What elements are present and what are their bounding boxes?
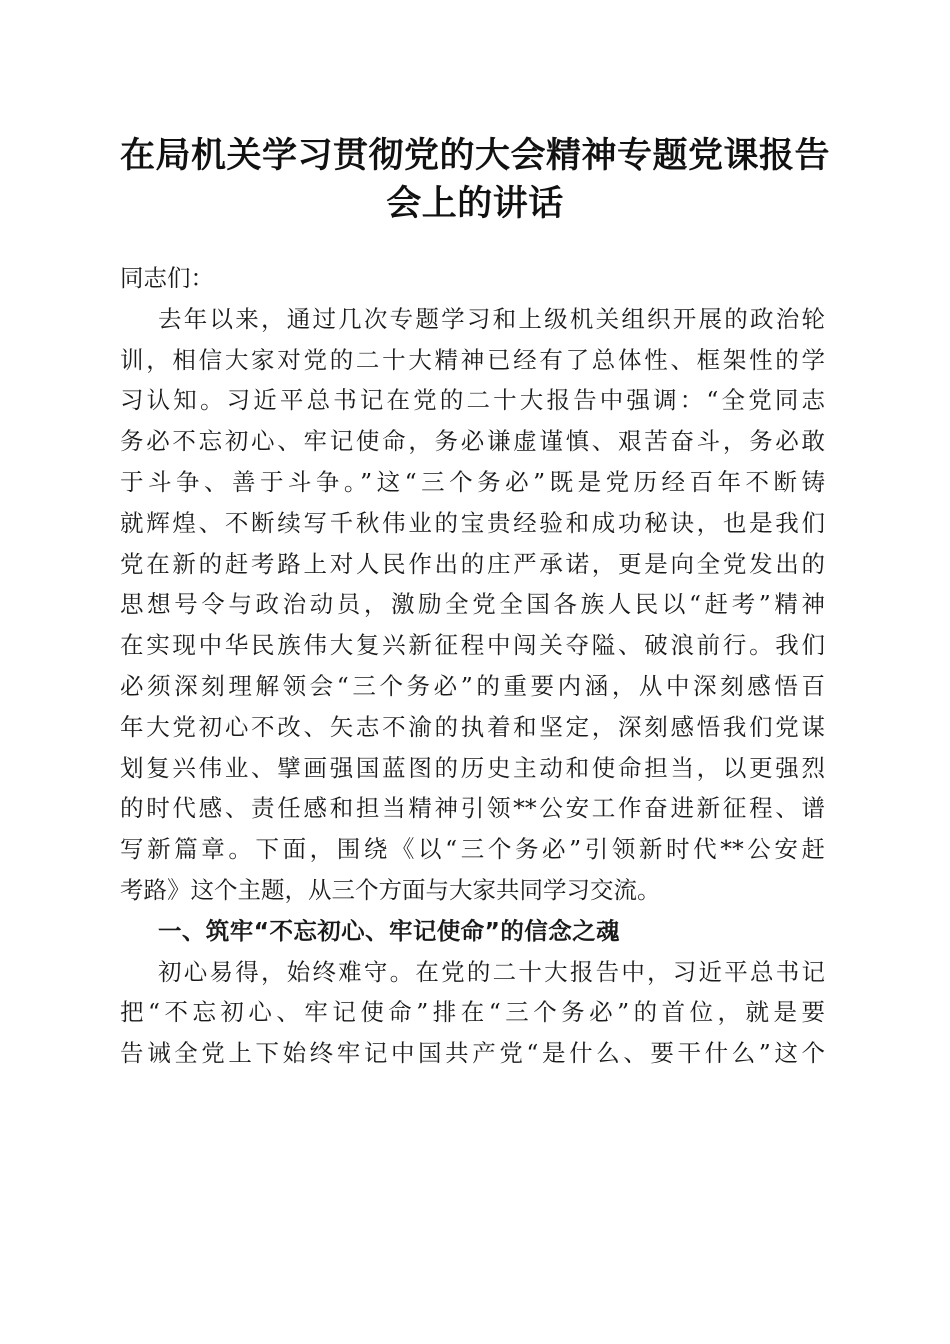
paragraph-line: 训，相信大家对党的二十大精神已经有了总体性、框架性的学	[120, 345, 825, 374]
paragraph-line: 在实现中华民族伟大复兴新征程中闯关夺隘、破浪前行。我们	[120, 631, 825, 660]
paragraph-line: 告诫全党上下始终牢记中国共产党“是什么、要干什么”这个	[120, 1039, 825, 1068]
paragraph-line: 写新篇章。下面，围绕《以“三个务必”引领新时代**公安赶	[120, 835, 825, 864]
paragraph-line: 就辉煌、不断续写千秋伟业的宝贵经验和成功秘诀，也是我们	[120, 508, 825, 537]
paragraph-line: 务必不忘初心、牢记使命，务必谦虚谨慎、艰苦奋斗，务必敢	[120, 427, 825, 456]
document-title	[100, 132, 850, 228]
paragraph-line: 党在新的赶考路上对人民作出的庄严承诺，更是向全党发出的	[120, 549, 825, 578]
paragraph-line: 考路》这个主题，从三个方面与大家共同学习交流。	[120, 875, 661, 904]
title-line-1: 在局机关学习贯彻党的大会精神专题党课报告	[119, 135, 830, 176]
paragraph-intro	[120, 299, 825, 911]
paragraph-line: 年大党初心不改、矢志不渝的执着和坚定，深刻感悟我们党谋	[120, 712, 825, 741]
paragraph-line: 必须深刻理解领会“三个务必”的重要内涵，从中深刻感悟百	[120, 671, 825, 700]
paragraph-line: 的时代感、责任感和担当精神引领**公安工作奋进新征程、谱	[120, 794, 825, 823]
paragraph-section-1	[120, 952, 825, 1074]
title-line-2: 会上的讲话	[386, 183, 564, 224]
paragraph-line: 习认知。习近平总书记在党的二十大报告中强调：“全党同志	[120, 386, 825, 415]
paragraph-line: 初心易得，始终难守。在党的二十大报告中，习近平总书记	[158, 957, 825, 986]
paragraph-line: 于斗争、善于斗争。”这“三个务必”既是党历经百年不断铸	[120, 467, 825, 496]
document-body	[120, 258, 825, 1074]
paragraph-line: 把“不忘初心、牢记使命”排在“三个务必”的首位，就是要	[120, 998, 825, 1027]
paragraph-line: 去年以来，通过几次专题学习和上级机关组织开展的政治轮	[158, 304, 825, 333]
paragraph-line: 思想号令与政治动员，激励全党全国各族人民以“赶考”精神	[120, 590, 825, 619]
paragraph-line: 划复兴伟业、擘画强国蓝图的历史主动和使命担当，以更强烈	[120, 753, 825, 782]
section-heading-1: 一、筑牢“不忘初心、牢记使命”的信念之魂	[158, 916, 620, 945]
greeting: 同志们：	[120, 264, 214, 292]
